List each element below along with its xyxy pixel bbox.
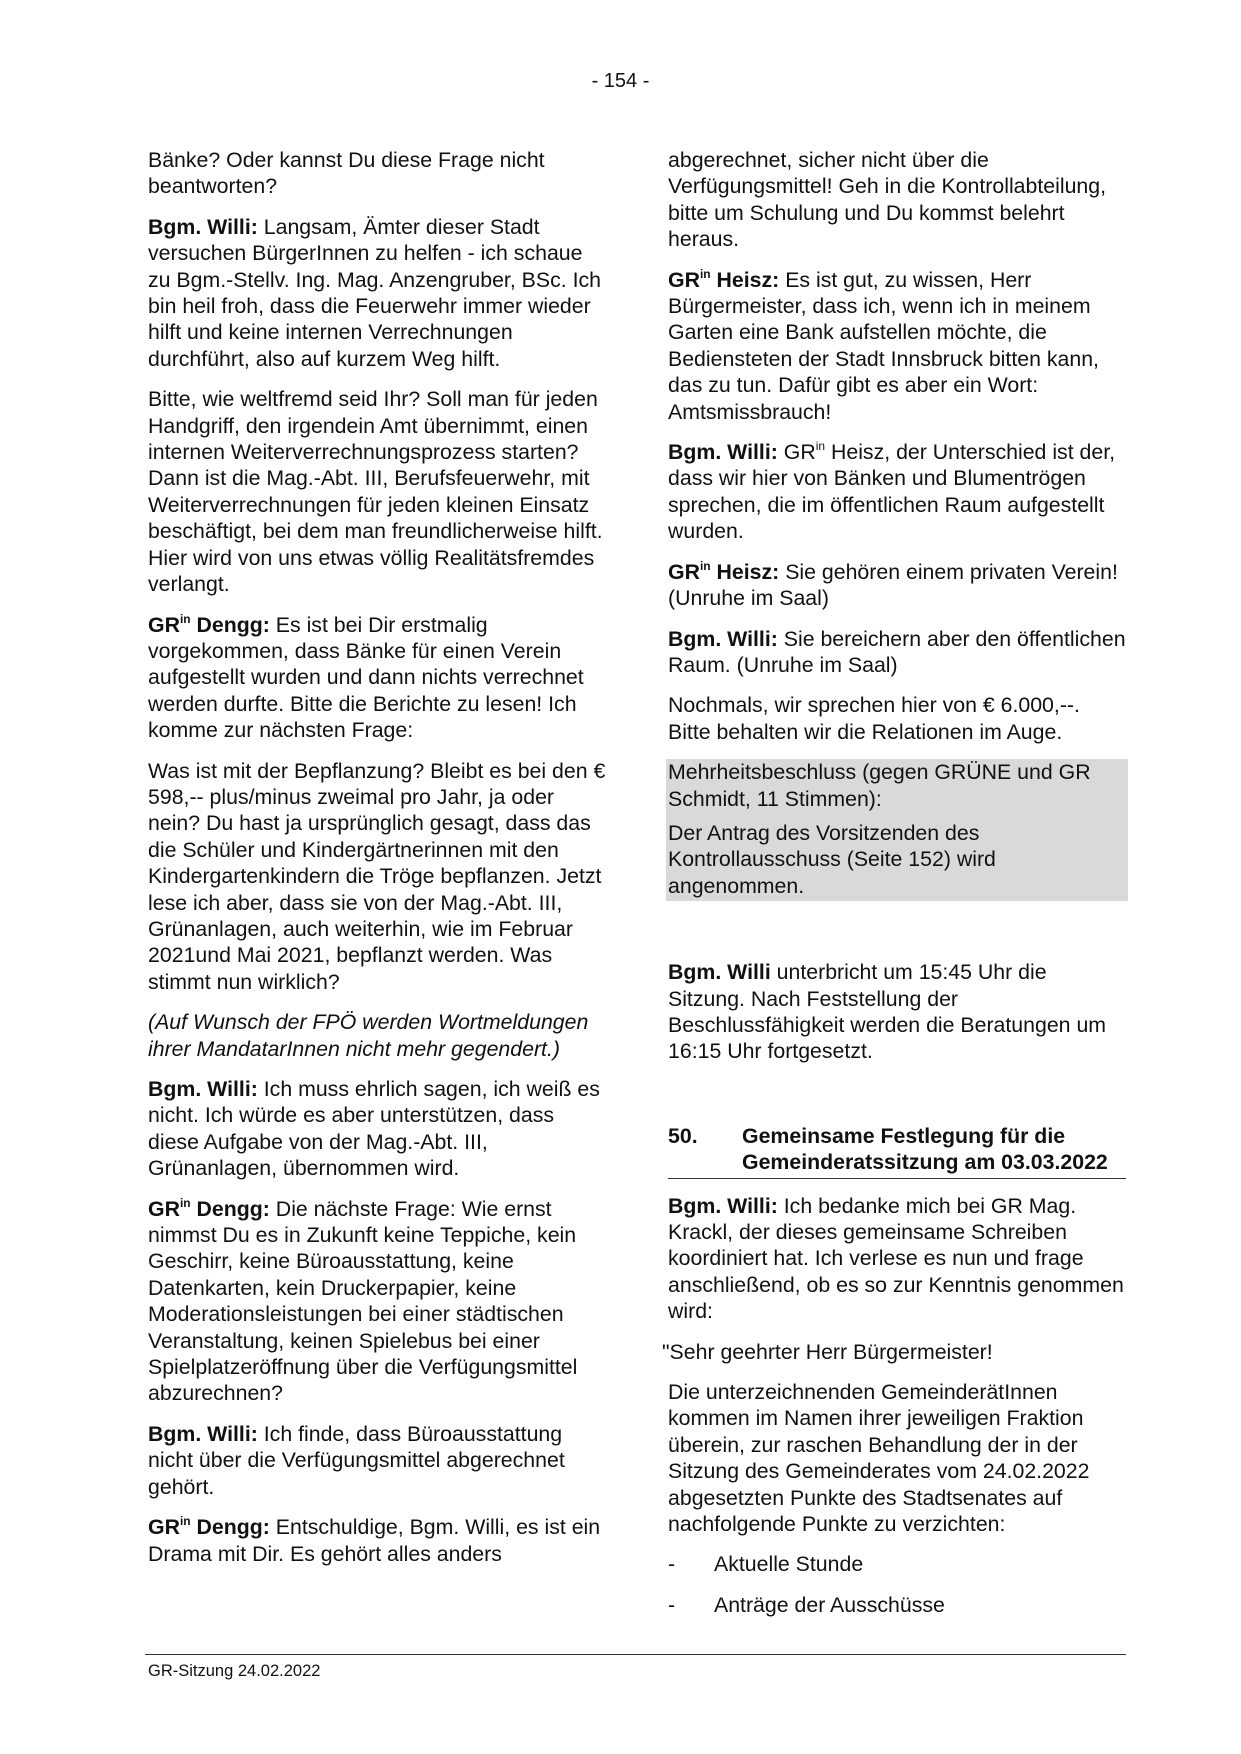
editorial-note: (Auf Wunsch der FPÖ werden Wortmeldungen ihrer MandatarInnen nicht mehr gegendert.) — [148, 1010, 589, 1061]
paragraph: $GR^{in}$ Dengg: Die nächste Frage: Wie ernst nimmst Du es in Zukunft keine Teppiche, kein Geschirr, keine Büroausstattung, keine Datenkarten, kein Druckerpapier, keine Moderationsleistungen bei einer städtischen Veranstaltung, keinen Spielebus bei einer Spielplatzeröffnung über die Verfügungsmittel abzurechnen? — [148, 1195, 578, 1406]
speaker: Bgm. Willi: — [668, 440, 778, 465]
footer-text: GR-Sitzung 24.02.2022 — [148, 1662, 321, 1680]
agenda-number: 50. — [668, 1123, 698, 1148]
speaker: Bgm. Willi: — [148, 214, 258, 239]
footer-divider — [145, 1654, 1126, 1655]
paragraph: Bitte, wie weltfremd seid Ihr? Soll man für jeden Handgriff, den irgendein Amt übernimmt, einen internen Weiterverrechnungsprozess starten? Dann ist die Mag.-Abt. III, Berufsfeuerwehr, mit Weiterverrechnungen für jeden kleinen Einsatz beschäftigt, bei dem man freundlicherweise hilft. Hier wird von uns etwas völlig Realitätsfremdes verlangt. — [148, 387, 603, 597]
speaker: Bgm. Willi: — [668, 1193, 778, 1218]
speaker: $GR^{in}$ Dengg: — [148, 1514, 270, 1540]
resolution-result: Mehrheitsbeschluss (gegen GRÜNE und GR Schmidt, 11 Stimmen): — [668, 760, 1091, 811]
paragraph: abgerechnet, sicher nicht über die Verfügungsmittel! Geh in die Kontrollabteilung, bitte um Schulung und Du kommst belehrt heraus. — [668, 148, 1107, 252]
paragraph: $GR^{in}$ Heisz: Sie gehören einem privaten Verein! (Unruhe im Saal) — [668, 558, 1118, 611]
paragraph: Bgm. Willi: Langsam, Ämter dieser Stadt versuchen BürgerInnen zu helfen - ich schaue zu Bgm.-Stellv. Ing. Mag. Anzengruber, BSc. Ich bin heil froh, dass die Feuerwehr immer wieder hilft und keine internen Verrechnungen durchführt, also auf kurzem Weg hilft. — [148, 214, 601, 371]
resolution-box — [666, 759, 1128, 901]
speaker: Bgm. Willi: — [148, 1077, 258, 1101]
paragraph: Bgm. Willi: Ich bedanke mich bei GR Mag. Krackl, der dieses gemeinsame Schreiben koordiniert hat. Ich verlese es nun und frage anschließend, ob es so zur Kenntnis genommen wird: — [668, 1193, 1124, 1324]
speaker: $GR^{in}$ Dengg: — [148, 1195, 270, 1221]
speaker: $GR^{in}$ Heisz: — [668, 558, 780, 584]
paragraph: Die unterzeichnenden GemeinderätInnen kommen im Namen ihrer jeweiligen Fraktion überein, zur raschen Behandlung der in der Sitzung des Gemeinderates vom 24.02.2022 abgesetzten Punkte des Stadtsenates auf nachfolgende Punkte zu verzichten: — [668, 1380, 1090, 1537]
list-item: - Aktuelle Stunde — [668, 1552, 864, 1577]
paragraph: Bgm. Willi: $GR^{in}$ Heisz, der Unterschied ist der, dass wir hier von Bänken und Blumentrögen sprechen, die im öffentlichen Raum aufgestellt wurden. — [668, 439, 1116, 544]
agenda-heading — [668, 1123, 1126, 1179]
list-item: - Anträge der Ausschüsse — [668, 1592, 945, 1617]
paragraph: Nochmals, wir sprechen hier von € 6.000,--. Bitte behalten wir die Relationen im Auge. — [668, 693, 1080, 744]
resolution-text: Der Antrag des Vorsitzenden des Kontrollausschuss (Seite 152) wird angenommen. — [668, 820, 996, 898]
speaker: Bgm. Willi: — [148, 1421, 258, 1446]
paragraph: Bgm. Willi unterbricht um 15:45 Uhr die Sitzung. Nach Feststellung der Beschlussfähigkeit werden die Beratungen um 16:15 Uhr fortgesetzt. — [668, 960, 1107, 1064]
right-column — [662, 147, 1126, 1632]
speaker: Bgm. Willi — [668, 960, 771, 985]
paragraph: Bgm. Willi: Ich muss ehrlich sagen, ich weiß es nicht. Ich würde es aber unterstützen, dass diese Aufgabe von der Mag.-Abt. III, Grünanlagen, übernommen wird. — [148, 1077, 600, 1181]
page-number: - 154 - — [591, 70, 650, 92]
agenda-title: Gemeinsame Festlegung für die Gemeinderatssitzung am 03.03.2022 — [742, 1123, 1108, 1175]
paragraph: $GR^{in}$ Dengg: Entschuldige, Bgm. Willi, es ist ein Drama mit Dir. Es gehört alles anders — [148, 1514, 601, 1566]
left-column — [148, 147, 608, 1567]
paragraph: $GR^{in}$ Heisz: Es ist gut, zu wissen, Herr Bürgermeister, dass ich, wenn ich in meinem Garten eine Bank aufstellen möchte, die Bediensteten der Stadt Innsbruck bitten kann, das zu tun. Dafür gibt es aber ein Wort: Amtsmissbrauch! — [668, 266, 1099, 424]
speaker: $GR^{in}$ Heisz: — [668, 266, 780, 292]
letter-salutation: "Sehr geehrter Herr Bürgermeister! — [662, 1339, 993, 1364]
paragraph: Bänke? Oder kannst Du diese Frage nicht beantworten? — [148, 148, 545, 199]
paragraph: Was ist mit der Bepflanzung? Bleibt es bei den € 598,-- plus/minus zweimal pro Jahr, ja oder nein? Du hast ja ursprünglich gesagt, dass das die Schüler und Kindergärtnerinnen mit den Kindergartenkindern die Tröge bepflanzen. Jetzt lese ich aber, dass sie von der Mag.-Abt. III, Grünanlagen, auch weiterhin, wie im Februar 2021und Mai 2021, bepflanzt werden. Was stimmt nun wirklich? — [148, 758, 606, 994]
speaker: Bgm. Willi: — [668, 626, 778, 651]
speaker: $GR^{in}$ Dengg: — [148, 611, 270, 637]
paragraph: $GR^{in}$ Dengg: Es ist bei Dir erstmalig vorgekommen, dass Bänke für einen Verein aufgestellt wurden und dann nichts verrechnet werden durfte. Bitte die Berichte zu lesen! Ich komme zur nächsten Frage: — [148, 611, 584, 743]
paragraph: Bgm. Willi: Sie bereichern aber den öffentlichen Raum. (Unruhe im Saal) — [668, 626, 1126, 677]
paragraph: Bgm. Willi: Ich finde, dass Büroausstattung nicht über die Verfügungsmittel abgerechnet gehört. — [148, 1421, 565, 1499]
